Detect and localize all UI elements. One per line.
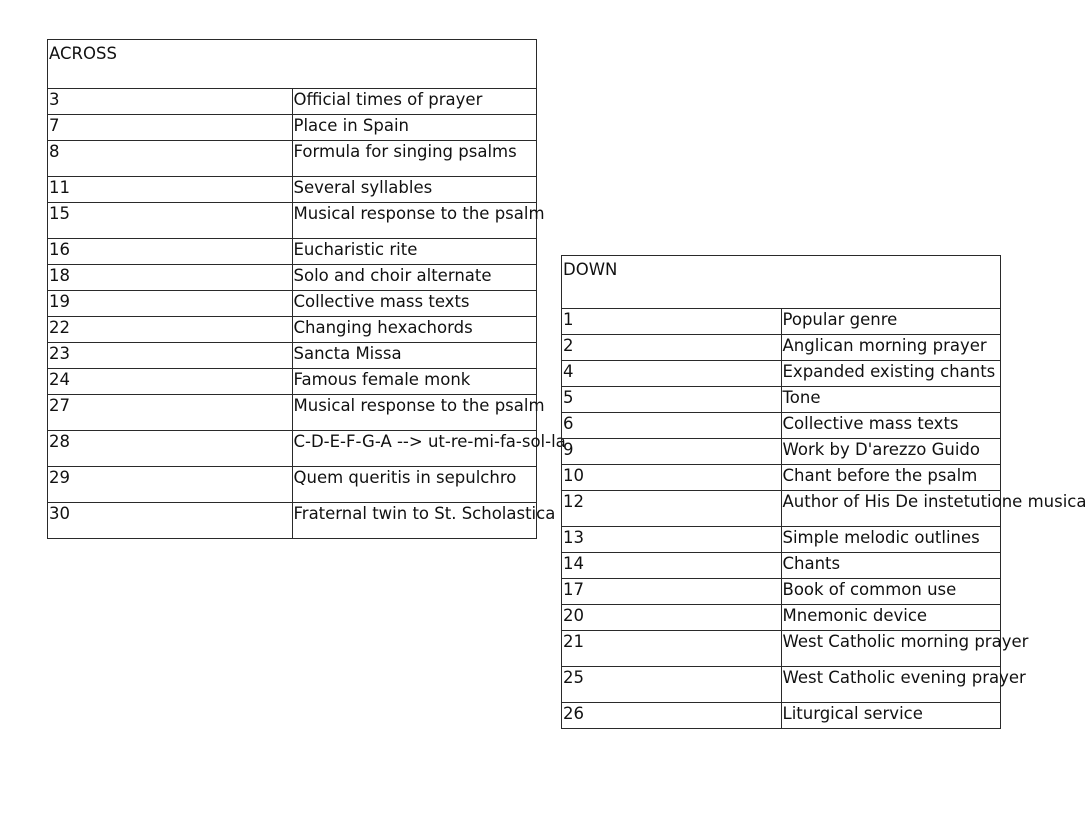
table-row	[562, 439, 1001, 465]
clue-text: Chant before the psalm	[781, 465, 1001, 491]
clue-text: Chants	[781, 553, 1001, 579]
clue-number: 1	[562, 309, 782, 335]
clue-text: Musical response to the psalm	[292, 203, 537, 239]
clue-number: 26	[562, 703, 782, 729]
table-row	[48, 177, 537, 203]
clue-number: 16	[48, 239, 293, 265]
clue-text: West Catholic morning prayer	[781, 631, 1001, 667]
table-row	[48, 115, 537, 141]
clue-text: Work by D'arezzo Guido	[781, 439, 1001, 465]
table-row	[562, 605, 1001, 631]
clue-number: 12	[562, 491, 782, 527]
clue-number: 11	[48, 177, 293, 203]
clue-number: 30	[48, 503, 293, 539]
clue-number: 7	[48, 115, 293, 141]
clue-text: Tone	[781, 387, 1001, 413]
table-row	[562, 335, 1001, 361]
clue-number: 13	[562, 527, 782, 553]
clue-text: Solo and choir alternate	[292, 265, 537, 291]
clue-text: Expanded existing chants	[781, 361, 1001, 387]
table-row	[48, 89, 537, 115]
clue-number: 4	[562, 361, 782, 387]
clue-text: Changing hexachords	[292, 317, 537, 343]
clue-text: Collective mass texts	[292, 291, 537, 317]
clue-number: 23	[48, 343, 293, 369]
clue-number: 27	[48, 395, 293, 431]
table-row	[562, 553, 1001, 579]
table-row	[48, 203, 537, 239]
clue-number: 6	[562, 413, 782, 439]
table-row	[562, 667, 1001, 703]
down-clues-table	[561, 255, 1086, 729]
table-row	[48, 317, 537, 343]
table-row	[48, 503, 537, 539]
clue-text: Place in Spain	[292, 115, 537, 141]
table-row	[562, 309, 1001, 335]
clue-number: 15	[48, 203, 293, 239]
clue-text: Official times of prayer	[292, 89, 537, 115]
clue-text: Formula for singing psalms	[292, 141, 537, 177]
table-row	[48, 343, 537, 369]
clue-text: Sancta Missa	[292, 343, 537, 369]
table-row	[562, 465, 1001, 491]
clue-text: Simple melodic outlines	[781, 527, 1001, 553]
clue-text: West Catholic evening prayer	[781, 667, 1001, 703]
clue-text: Popular genre	[781, 309, 1001, 335]
clue-text: Quem queritis in sepulchro	[292, 467, 537, 503]
clue-text: Famous female monk	[292, 369, 537, 395]
table-row	[48, 141, 537, 177]
table-row	[48, 291, 537, 317]
clue-number: 10	[562, 465, 782, 491]
clue-number: 5	[562, 387, 782, 413]
table-row	[48, 431, 537, 467]
down-header: DOWN	[562, 256, 1001, 309]
clue-text: Anglican morning prayer	[781, 335, 1001, 361]
clue-text: Collective mass texts	[781, 413, 1001, 439]
table-row	[562, 491, 1001, 527]
clue-number: 18	[48, 265, 293, 291]
table-row	[562, 527, 1001, 553]
table-row	[562, 631, 1001, 667]
clue-text: Mnemonic device	[781, 605, 1001, 631]
table-row	[48, 239, 537, 265]
table-row	[48, 265, 537, 291]
clue-text: C-D-E-F-G-A --> ut-re-mi-fa-sol-la	[292, 431, 537, 467]
clue-number: 9	[562, 439, 782, 465]
clue-number: 29	[48, 467, 293, 503]
across-clues-table	[47, 39, 566, 539]
clue-number: 25	[562, 667, 782, 703]
table-row	[48, 395, 537, 431]
clue-number: 21	[562, 631, 782, 667]
table-row	[48, 467, 537, 503]
table-row	[562, 703, 1001, 729]
table-row	[562, 361, 1001, 387]
clue-number: 17	[562, 579, 782, 605]
clue-number: 3	[48, 89, 293, 115]
clue-number: 20	[562, 605, 782, 631]
clue-number: 2	[562, 335, 782, 361]
clue-number: 19	[48, 291, 293, 317]
clue-number: 8	[48, 141, 293, 177]
clue-number: 28	[48, 431, 293, 467]
clue-text: Eucharistic rite	[292, 239, 537, 265]
clue-text: Author of His De instetutione musica	[781, 491, 1001, 527]
clue-text: Liturgical service	[781, 703, 1001, 729]
clue-text: Fraternal twin to St. Scholastica	[292, 503, 537, 539]
clue-number: 24	[48, 369, 293, 395]
clue-number: 14	[562, 553, 782, 579]
clue-number: 22	[48, 317, 293, 343]
table-row	[48, 369, 537, 395]
table-row	[562, 579, 1001, 605]
table-row	[562, 387, 1001, 413]
clue-text: Several syllables	[292, 177, 537, 203]
clue-text: Musical response to the psalm	[292, 395, 537, 431]
table-row	[562, 413, 1001, 439]
clue-text: Book of common use	[781, 579, 1001, 605]
across-header: ACROSS	[48, 40, 537, 89]
